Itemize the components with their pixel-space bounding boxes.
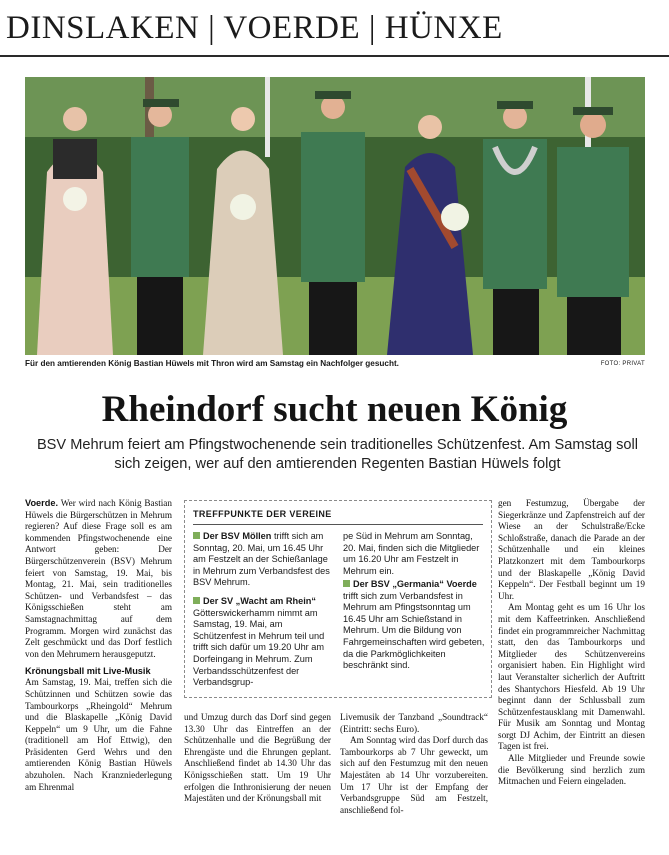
infobox-rule xyxy=(193,524,483,525)
col1-paragraph-1: Wer wird nach König Bastian Hüwels die Bürgerschützen in Mehrum regieren? Auf diese Frage soll es am kommenden Pfingstwochenende eine Antwort geben: Der Bürgerschützenverein (BSV) Mehrum feiert von Samstag, 19. Mai, bis Montag, 21. Mai, sein traditionelles Schützen- und Verbandsfest – das Königsschießen steht am Samstagnachmittag auf dem Programm. Morgen wird zunächst das Zelt geschmückt und das Dorf festlich von den Mehrumern herausgeputzt. xyxy=(25,498,172,659)
col3-paragraph-1: Livemusik der Tanzband „Soundtrack“ (Eintritt: sechs Euro). xyxy=(340,712,488,734)
entry-marker-icon xyxy=(193,532,200,539)
article-headline: Rheindorf sucht neuen König xyxy=(101,389,568,430)
article-column-4 xyxy=(498,498,645,788)
entry-marker-icon xyxy=(343,580,350,587)
infobox-entry-2 xyxy=(193,596,335,689)
entry-text: trifft sich zum Verbandsfest in Mehrum am Pfingstsonntag um 16.45 Uhr am Schießstand in Mehrum. Um die Bildung von Fahrgemeinschaften wird gebeten, da die Parkmöglichkeiten beschränkt sind. xyxy=(343,590,485,671)
figure-man-1 xyxy=(131,99,189,355)
col4-paragraph-1: gen Festumzug, Übergabe der Siegerkränze und Zapfenstreich auf der Wiese an der Schulstraße/Ecke Schloßstraße, danach die Parade an der Schützenhalle und ein kleines Platzkonzert mit dem Tambourkorps und der Blaskapelle „König David Keppeln“. Der Festball beginnt um 19 Uhr. xyxy=(498,498,645,601)
infobox-entry-4 xyxy=(343,579,485,672)
entry-text: trifft sich am Sonntag, 20. Mai, um 16.45 Uhr am Festzelt an der Schießanlage in Mehrum zum Verbandsfest des BSV Mehrum. xyxy=(193,531,330,588)
col2-paragraph-1: und Umzug durch das Dorf sind gegen 13.30 Uhr das Eintreffen an der Schützenhalle und die Begrüßung der Ehrengäste und die Ehrungen geplant. Anschließend findet ab 14.30 Uhr das Königsschießen statt. Um 19 Uhr erfolgen die Inthronisierung der neuen Majestäten und der Krönungsball mit xyxy=(184,712,331,804)
entry-name: Der BSV „Germania“ Voerde xyxy=(353,579,477,589)
masthead xyxy=(0,0,669,58)
group-photo-illustration xyxy=(25,77,645,355)
entry-name: Der SV „Wacht am Rhein“ xyxy=(203,596,316,606)
photo-caption: Für den amtierenden König Bastian Hüwels mit Thron wird am Samstag ein Nachfolger gesucht. xyxy=(25,359,399,368)
article-column-1 xyxy=(25,498,172,793)
col3-paragraph-2: Am Sonntag wird das Dorf durch das Tambourkorps ab 7 Uhr geweckt, um sich auf den Festumzug mit den neuen Majestäten ab 14 Uhr vorzubereiten. Um 17 Uhr ist der Empfang der Verbandsgruppe Süd am Festzelt, anschließend fol- xyxy=(340,735,488,815)
col4-paragraph-3: Alle Mitglieder und Freunde sowie die Bevölkerung sind herzlich zum Mitmachen und Feiern eingeladen. xyxy=(498,753,645,787)
entry-text: pe Süd in Mehrum am Sonntag, 20. Mai, finden sich die Mitglieder um 16.20 Uhr am Festzelt in Mehrum ein. xyxy=(343,531,480,576)
article-column-3 xyxy=(340,712,488,816)
section-title: DINSLAKEN | VOERDE | HÜNXE xyxy=(6,10,503,46)
col1-subheading: Krönungsball mit Live-Musik xyxy=(25,666,151,677)
infobox xyxy=(184,500,492,698)
masthead-rule xyxy=(0,55,669,57)
article-photo xyxy=(25,77,645,355)
col1-paragraph-2: Am Samstag, 19. Mai, treffen sich die Schützinnen und Schützen sowie das Tambourkorps „Rheingold“ Mehrum und die Blaskapelle „König David Keppeln“ um 9 Uhr, um die Fahne (traditionell am Hof Ettwig), den Präsidenten Gerd Wehrs und den amtierenden König Bastian Hüwels abzuholen. Nach Kranzniederlegung am Ehrenmal xyxy=(25,677,172,792)
photo-credit: FOTO: PRIVAT xyxy=(600,361,645,367)
entry-name: Der BSV Möllen xyxy=(203,531,272,541)
dateline: Voerde. xyxy=(25,498,59,508)
article-subhead: BSV Mehrum feiert am Pfingstwochenende sein traditionelles Schützenfest. Am Samstag soll sich zeigen, wer auf den amtierenden Regenten Bastian Hüwels folgt xyxy=(36,437,639,472)
infobox-entry-3 xyxy=(343,531,485,577)
infobox-entry-1 xyxy=(193,531,335,589)
infobox-title: TREFFPUNKTE DER VEREINE xyxy=(193,509,332,519)
entry-text: Götterswickerhamm nimmt am Samstag, 19. Mai, am Schützenfest in Mehrum teil und trifft sich dafür um 19.20 Uhr am Dorfeingang in Mehrum. Zum Verbandsschützenfest der Verbandsgrup- xyxy=(193,607,325,688)
entry-marker-icon xyxy=(193,597,200,604)
col4-paragraph-2: Am Montag geht es um 16 Uhr los mit dem Kaffeetrinken. Anschließend findet ein programmreicher Nachmittag statt, den das Tambourkorps und Mitglieder des Schützenvereins organisiert haben. Ein Highlight wird laut Veranstalter sicherlich der Auftritt des Shantychors Hiesfeld. Ab 19 Uhr beginnt dann der Schlussball zum Schützenfestausklang mit Damenwahl. Für Musik am Sonntag und Montag sorgt DJ Achim, der Eintritt an diesen Tagen ist frei. xyxy=(498,602,645,752)
article-column-2 xyxy=(184,712,331,805)
